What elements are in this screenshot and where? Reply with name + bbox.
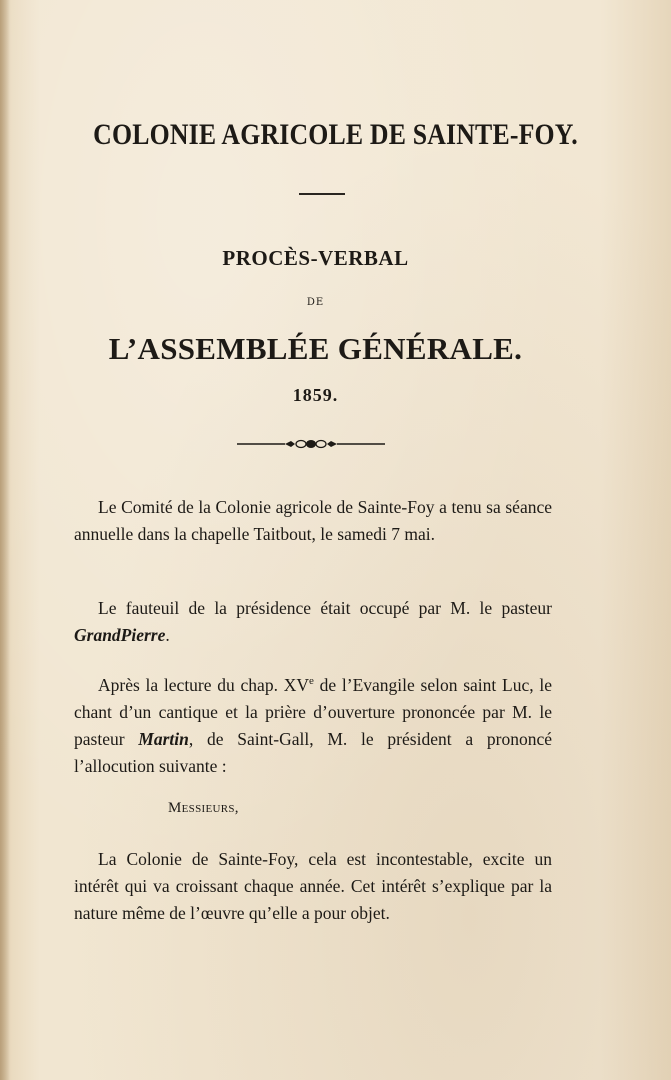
paragraph-interest-text: La Colonie de Sainte-Foy, cela est incontestable, excite un intérêt qui va croissant chaque année. Cet intérêt s’explique par la nature même de l’œuvre qu’elle a pour objet. (74, 849, 552, 923)
document-title: COLONIE AGRICOLE DE SAINTE-FOY. (93, 118, 578, 151)
document-year: 1859. (292, 385, 339, 405)
salutation: Messieurs, (168, 800, 239, 816)
page-edge-shadow (0, 0, 10, 1080)
document-subject: L’ASSEMBLÉE GÉNÉRALE. (108, 331, 523, 366)
paragraph-presidency-end: . (165, 625, 170, 645)
paragraph-interest (74, 846, 552, 927)
document-type: PROCÈS-VERBAL (222, 246, 409, 270)
president-name: GrandPierre (74, 625, 166, 645)
paragraph-presidency (74, 595, 552, 649)
paragraph-presidency-text: Le fauteuil de la présidence était occupé par M. le pasteur (98, 598, 552, 618)
chapter-superscript: e (308, 675, 314, 687)
paragraph-opening (74, 668, 552, 780)
connector-word: DE (306, 297, 325, 308)
paragraph-opening-text-2: de l’Evangile selon saint Luc, le chant d’un cantique et la prière d’ouverture prononcée par M. le pasteur (74, 674, 553, 749)
paragraph-opening-text-3: , de Saint-Gall, M. le président a prononcé l’allocution suivante : (74, 728, 552, 776)
paragraph-meeting (74, 494, 552, 548)
paragraph-opening-text-1: Après la lecture du chap. XV (98, 674, 309, 695)
paragraph-meeting-text: Le Comité de la Colonie agricole de Sainte-Foy a tenu sa séance annuelle dans la chapelle Taitbout, le samedi 7 mai. (74, 497, 552, 544)
pastor-name: Martin (138, 728, 189, 749)
title-divider (299, 193, 345, 195)
ornament-divider-icon (235, 436, 387, 452)
